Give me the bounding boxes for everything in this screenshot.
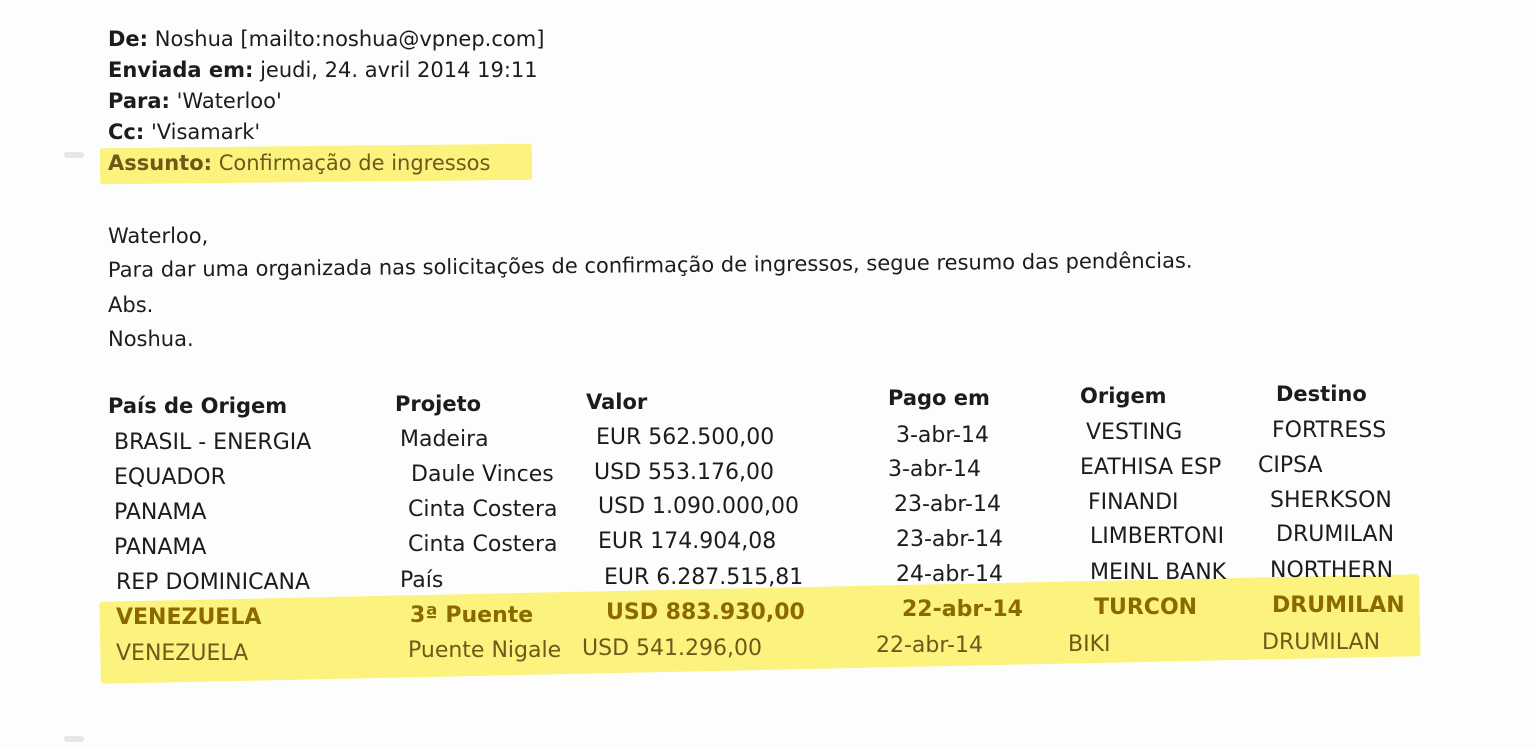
table-cell: FORTRESS xyxy=(1272,418,1387,443)
table-cell: BRASIL - ENERGIA xyxy=(114,430,312,455)
table-cell: EUR 6.287.515,81 xyxy=(604,565,804,590)
to-value: 'Waterloo' xyxy=(176,89,282,113)
table-cell: Daule Vinces xyxy=(411,462,554,487)
sent-label: Enviada em: xyxy=(108,58,254,82)
table-cell: USD 553.176,00 xyxy=(594,460,774,485)
col-header-pais: País de Origem xyxy=(108,394,288,418)
message-line: Para dar uma organizada nas solicitações de confirmação de ingressos, segue resumo das pendências. xyxy=(107,248,1193,282)
table-cell: Cinta Costera xyxy=(408,497,558,522)
from-line xyxy=(108,24,544,54)
col-header-origem: Origem xyxy=(1080,384,1167,408)
cc-line xyxy=(108,117,260,147)
sent-value: jeudi, 24. avril 2014 19:11 xyxy=(260,58,538,82)
table-cell: 3-abr-14 xyxy=(896,423,989,448)
table-cell: USD 541.296,00 xyxy=(582,636,762,661)
table-cell: SHERKSON xyxy=(1270,488,1392,513)
table-cell: 23-abr-14 xyxy=(896,527,1003,552)
table-cell: TURCON xyxy=(1094,595,1198,620)
col-header-valor: Valor xyxy=(586,390,648,414)
table-cell: USD 1.090.000,00 xyxy=(598,494,799,519)
table-cell: 23-abr-14 xyxy=(894,492,1001,517)
table-cell: DRUMILAN xyxy=(1272,593,1405,618)
closing: Abs. xyxy=(108,293,154,317)
table-cell: REP DOMINICANA xyxy=(116,570,311,595)
table-cell: LIMBERTONI xyxy=(1090,524,1225,549)
table-cell: EUR 174.904,08 xyxy=(598,529,777,554)
table-cell: EATHISA ESP xyxy=(1080,455,1222,480)
table-cell: VENEZUELA xyxy=(116,641,249,666)
table-cell: MEINL BANK xyxy=(1090,560,1227,585)
table-cell: Cinta Costera xyxy=(408,532,558,557)
to-label: Para: xyxy=(108,89,170,113)
table-cell: 3-abr-14 xyxy=(888,457,981,482)
table-cell: País xyxy=(400,568,444,593)
subject-line xyxy=(108,148,490,178)
table-cell: FINANDI xyxy=(1088,490,1179,515)
subject-value: Confirmação de ingressos xyxy=(218,151,491,175)
table-cell: DRUMILAN xyxy=(1262,630,1381,655)
subject-label: Assunto: xyxy=(108,151,213,175)
table-cell: EQUADOR xyxy=(114,465,226,490)
signature: Noshua. xyxy=(108,327,194,351)
table-cell: DRUMILAN xyxy=(1276,522,1395,547)
scan-artifact xyxy=(64,736,84,742)
table-cell: 22-abr-14 xyxy=(876,633,983,658)
table-cell: VENEZUELA xyxy=(116,605,262,630)
table-cell: BIKI xyxy=(1068,632,1111,657)
from-label: De: xyxy=(108,27,149,51)
cc-label: Cc: xyxy=(108,120,145,144)
col-header-projeto: Projeto xyxy=(395,392,482,416)
sent-line xyxy=(108,55,538,85)
table-cell: 24-abr-14 xyxy=(896,562,1003,587)
table-cell: CIPSA xyxy=(1258,453,1323,478)
table-cell: VESTING xyxy=(1086,420,1183,445)
greeting: Waterloo, xyxy=(108,224,209,248)
table-cell: PANAMA xyxy=(114,535,207,560)
scan-artifact xyxy=(64,152,84,158)
from-value: Noshua [mailto:noshua@vpnep.com] xyxy=(154,27,545,51)
table-cell: EUR 562.500,00 xyxy=(596,425,775,450)
table-cell: USD 883.930,00 xyxy=(606,600,805,625)
col-header-pago-em: Pago em xyxy=(888,386,990,410)
to-line xyxy=(108,86,282,116)
table-cell: 22-abr-14 xyxy=(902,597,1023,622)
cc-value: 'Visamark' xyxy=(150,120,261,144)
table-cell: 3ª Puente xyxy=(410,603,534,628)
table-cell: PANAMA xyxy=(114,500,207,525)
table-cell: Madeira xyxy=(400,427,489,452)
table-cell: NORTHERN xyxy=(1270,558,1394,583)
col-header-destino: Destino xyxy=(1276,382,1367,406)
table-cell: Puente Nigale xyxy=(408,638,562,663)
